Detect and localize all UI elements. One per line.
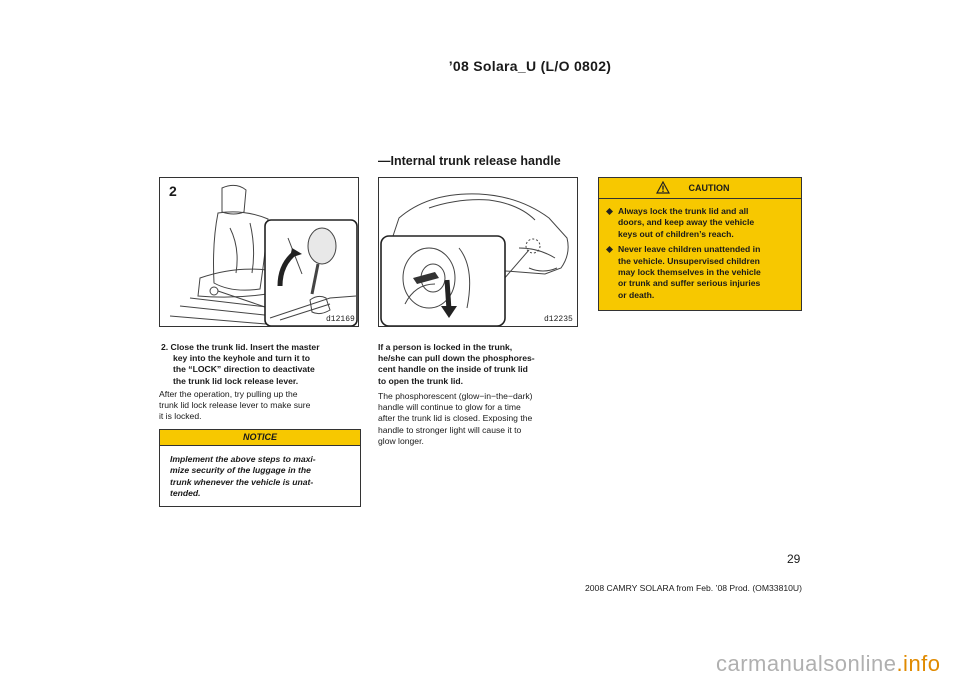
step-line: the trunk lid lock release lever. (173, 375, 299, 386)
para-line: trunk lid lock release lever to make sure (159, 400, 311, 411)
page-number: 29 (787, 552, 801, 566)
notice-line: Implement the above steps to maxi- (170, 454, 316, 464)
page-header-title: ’08 Solara_U (L/O 0802) (448, 58, 612, 74)
bold-line: If a person is locked in the trunk, (378, 342, 513, 352)
step-2-instruction (161, 342, 361, 387)
step-line: key into the keyhole and turn it to (173, 353, 311, 364)
caution-box (598, 177, 802, 311)
para-line: After the operation, try pulling up the (159, 389, 298, 399)
caution-line: or death. (618, 289, 655, 300)
para-line: it is locked. (159, 411, 202, 422)
watermark-text: carmanualsonline (716, 651, 897, 676)
watermark-domain: .info (896, 651, 941, 676)
para-line: handle to stronger light will cause it to (378, 424, 522, 435)
caution-line: Always lock the trunk lid and all (618, 206, 749, 216)
caution-line: Never leave children unattended in (618, 244, 761, 255)
seat-illustration (160, 178, 358, 326)
notice-title: NOTICE (160, 430, 360, 446)
after-operation-paragraph (159, 389, 361, 423)
bold-line: to open the trunk lid. (378, 375, 463, 386)
diamond-bullet-icon (606, 246, 613, 253)
caution-header (599, 178, 801, 199)
trunk-release-illustration (378, 177, 578, 327)
caution-title: CAUTION (688, 183, 730, 193)
notice-line: mize security of the luggage in the (170, 465, 311, 476)
watermark-logo (716, 651, 941, 677)
para-line: The phosphorescent (glow−in−the−dark) (378, 391, 533, 401)
caution-line: the vehicle. Unsupervised children (618, 255, 760, 266)
footer-document-id: 2008 CAMRY SOLARA from Feb. ’08 Prod. (OM33810U) (584, 583, 802, 593)
phosphorescent-paragraph (378, 391, 580, 447)
caution-line: or trunk and suffer serious injuries (618, 278, 761, 289)
bold-line: cent handle on the inside of trunk lid (378, 364, 528, 375)
caution-item (606, 206, 795, 240)
notice-text (160, 446, 360, 506)
notice-box (159, 429, 361, 507)
car-illustration (379, 178, 577, 326)
caution-line: may lock themselves in the vehicle (618, 267, 761, 278)
step-line: 2. Close the trunk lid. Insert the master (161, 342, 320, 352)
section-title: —Internal trunk release handle (378, 154, 561, 168)
warning-triangle-icon (656, 181, 670, 194)
figure-number: 2 (169, 183, 177, 199)
step-line: the “LOCK” direction to deactivate (173, 364, 315, 375)
bold-line: he/she can pull down the phosphores- (378, 353, 535, 364)
notice-line: trunk whenever the vehicle is unat- (170, 476, 314, 487)
para-line: handle will continue to glow for a time (378, 402, 521, 413)
caution-item (606, 244, 795, 301)
figure-code: d12235 (544, 315, 573, 324)
seat-keyhole-illustration (159, 177, 359, 327)
figure-code: d12169 (326, 315, 355, 324)
caution-list (599, 199, 801, 301)
caution-line: doors, and keep away the vehicle (618, 217, 755, 228)
locked-in-trunk-instruction (378, 342, 580, 387)
caution-line: keys out of children’s reach. (618, 228, 734, 239)
notice-line: tended. (170, 488, 201, 499)
para-line: after the trunk lid is closed. Exposing the (378, 413, 533, 424)
para-line: glow longer. (378, 435, 424, 446)
diamond-bullet-icon (606, 208, 613, 215)
